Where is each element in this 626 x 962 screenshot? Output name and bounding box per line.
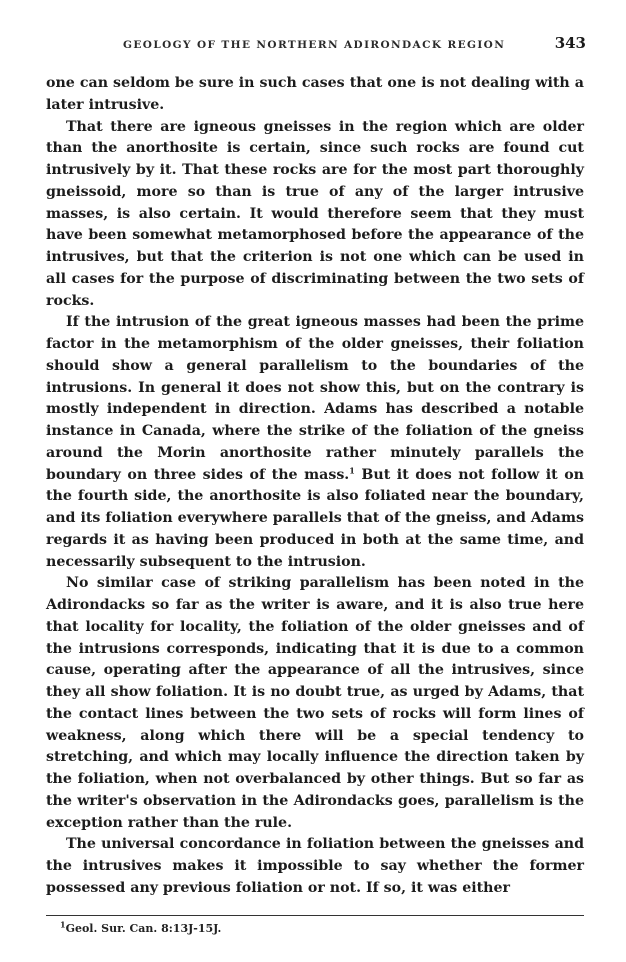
body-text: [46, 73, 584, 900]
paragraph: one can seldom be sure in such cases that one is not dealing with a later intrusive.: [46, 75, 584, 113]
footnote-rule: [46, 915, 584, 916]
footnote-reference: 1: [349, 464, 355, 475]
footnote-text: Geol. Sur. Can. 8:13J-15J.: [65, 922, 222, 935]
paragraph-text: If the intrusion of the great igneous masses had been the prime factor in the metamorphism of the older gneisses, their foliation should show a general parallelism to the boundaries of the intrusions. In general it does not show this, but on the contrary is mostly independent in direction. Adams has described a notable instance in Canada, where the strike of the foliation of the gneiss around the Morin anorthosite rather minutely parallels the boundary on three sides of the mass.: [46, 314, 584, 483]
page-number: 343: [554, 34, 586, 52]
running-title: GEOLOGY OF THE NORTHERN ADIRONDACK REGION: [123, 39, 506, 51]
footnote-marker: 1: [60, 919, 66, 930]
paragraph: That there are igneous gneisses in the region which are older than the anorthosite is certain, since such rocks are found cut intrusively by it. That these rocks are for the most part thoroughly gneissoid, more so than is true of any of the larger intrusive masses, is also certain. It would therefore seem that they must have been somewhat metamorphosed before the appearance of the intrusives, but that the criterion is not one which can be used in all cases for the purpose of discriminating between the two sets of rocks.: [46, 118, 584, 309]
paragraph: [46, 312, 584, 573]
paragraph-text-continued: But it does not follow it on the fourth side, the anorthosite is also foliated near the boundary, and its foliation everywhere parallels that of the gneiss, and Adams regards it as having been produced in both at the same time, and necessarily subsequent to the intrusion.: [46, 466, 584, 570]
running-head: [46, 34, 586, 56]
paragraph: No similar case of striking parallelism has been noted in the Adirondacks so far as the writer is aware, and it is also true here that locality for locality, the foliation of the older gneisses and of the intrusions corresponds, indicating that it is due to a common cause, operating after the appearance of all the intrusives, since they all show foliation. It is no doubt true, as urged by Adams, that the contact lines between the two sets of rocks will form lines of weakness, along which there will be a special tendency to stretching, and which may locally influence the direction taken by the foliation, when not overbalanced by other things. But so far as the writer's observation in the Adirondacks goes, parallelism is the exception rather than the rule.: [46, 575, 584, 831]
footnote: [60, 919, 222, 935]
paragraph: The universal concordance in foliation between the gneisses and the intrusives makes it impossible to say whether the former possessed any previous foliation or not. If so, it was either: [46, 836, 584, 896]
